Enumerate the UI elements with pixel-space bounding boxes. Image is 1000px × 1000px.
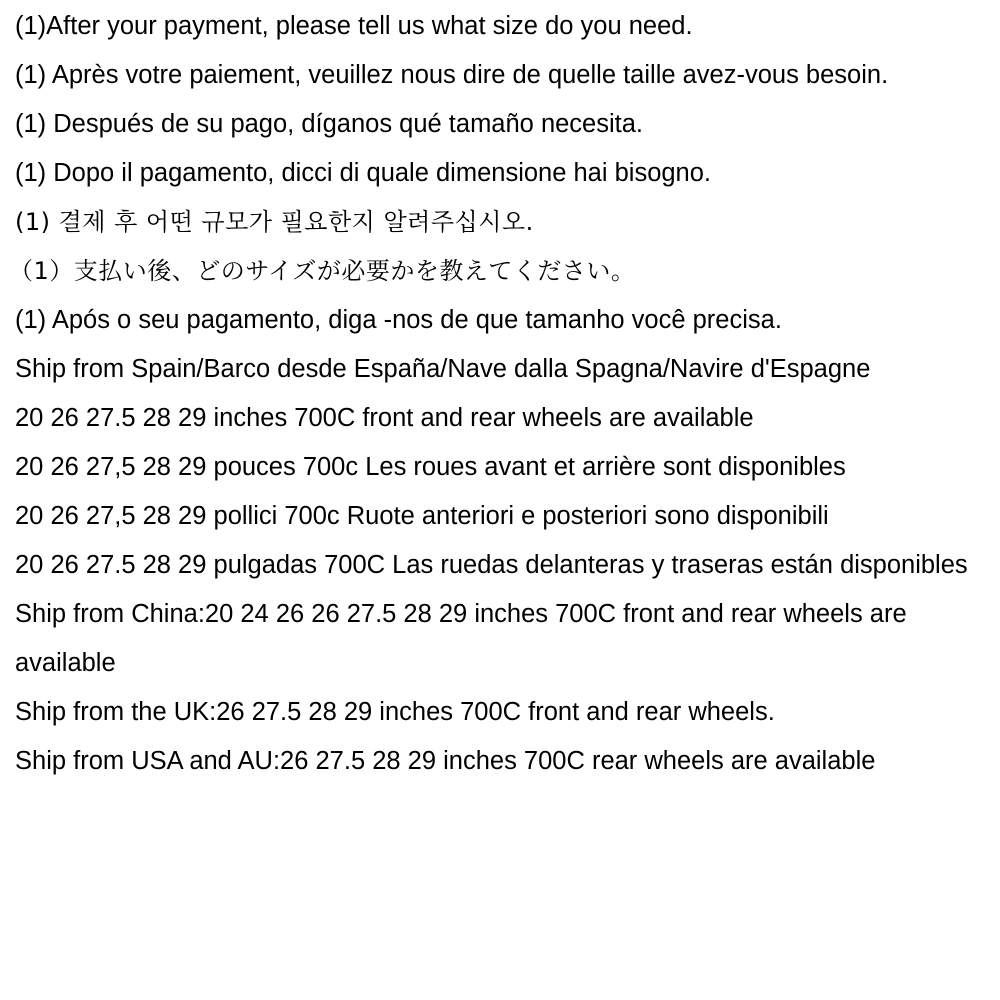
line-sizes-es: 20 26 27.5 28 29 pulgadas 700C Las ruedas delanteras y traseras están disponibles	[15, 551, 968, 579]
line-sizes-en: 20 26 27.5 28 29 inches 700C front and rear wheels are available	[15, 404, 754, 432]
line-sizes-fr: 20 26 27,5 28 29 pouces 700c Les roues avant et arrière sont disponibles	[15, 453, 846, 481]
line-es-payment: (1) Después de su pago, díganos qué tamaño necesita.	[15, 110, 643, 138]
line-ship-from-usa-au: Ship from USA and AU:26 27.5 28 29 inches 700C rear wheels are available	[15, 747, 876, 775]
line-ja-payment: （1）支払い後、どのサイズが必要かを教えてください。	[9, 257, 636, 285]
document-body	[9, 2, 997, 786]
line-sizes-it: 20 26 27,5 28 29 pollici 700c Ruote anteriori e posteriori sono disponibili	[15, 502, 829, 530]
line-it-payment: (1) Dopo il pagamento, dicci di quale dimensione hai bisogno.	[15, 159, 712, 187]
line-ship-from-spain: Ship from Spain/Barco desde España/Nave dalla Spagna/Navire d'Espagne	[15, 355, 871, 383]
line-pt-payment: (1) Após o seu pagamento, diga -nos de que tamanho você precisa.	[15, 306, 782, 334]
line-ship-from-uk: Ship from the UK:26 27.5 28 29 inches 700C front and rear wheels.	[15, 698, 775, 726]
line-en-payment: (1)After your payment, please tell us what size do you need.	[15, 12, 693, 40]
line-ko-payment: (1) 결제 후 어떤 규모가 필요한지 알려주십시오.	[15, 208, 534, 236]
line-fr-payment: (1) Après votre paiement, veuillez nous dire de quelle taille avez-vous besoin.	[15, 61, 889, 89]
line-ship-from-china: Ship from China:20 24 26 26 27.5 28 29 inches 700C front and rear wheels are available	[15, 600, 907, 677]
